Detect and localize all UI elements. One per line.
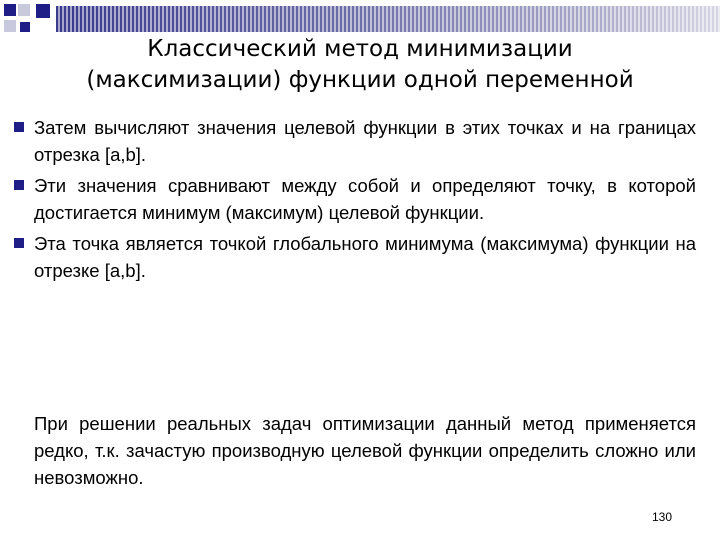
list-item (14, 172, 696, 226)
square-bullet-icon (14, 122, 24, 132)
list-item (14, 230, 696, 284)
bullet-text: Эти значения сравнивают между собой и определяют точку, в которой достигается минимум (максимум) целевой функции. (34, 175, 696, 223)
bullet-text: Затем вычисляют значения целевой функции в этих точках и на границах отрезка [a,b]. (34, 117, 696, 165)
bullet-list (14, 114, 696, 288)
list-item (14, 114, 696, 168)
decor-square (18, 4, 30, 16)
bullet-text: Эта точка является точкой глобального минимума (максимума) функции на отрезке [a,b]. (34, 233, 696, 281)
note-paragraph: При решении реальных задач оптимизации данный метод применяется редко, т.к. зачастую производную целевой функции определить сложно или невозможно. (34, 413, 696, 488)
decor-square (4, 4, 16, 16)
decor-square (20, 22, 30, 32)
title-line-1: Классический метод минимизации (147, 36, 573, 62)
square-bullet-icon (14, 238, 24, 248)
square-bullet-icon (14, 180, 24, 190)
decor-square (4, 20, 16, 32)
header-stripe-band (56, 6, 720, 32)
decor-square (36, 4, 50, 18)
title-line-2: (максимизации) функции одной переменной (86, 67, 634, 93)
page-number: 130 (652, 510, 673, 524)
slide-title (40, 34, 680, 96)
